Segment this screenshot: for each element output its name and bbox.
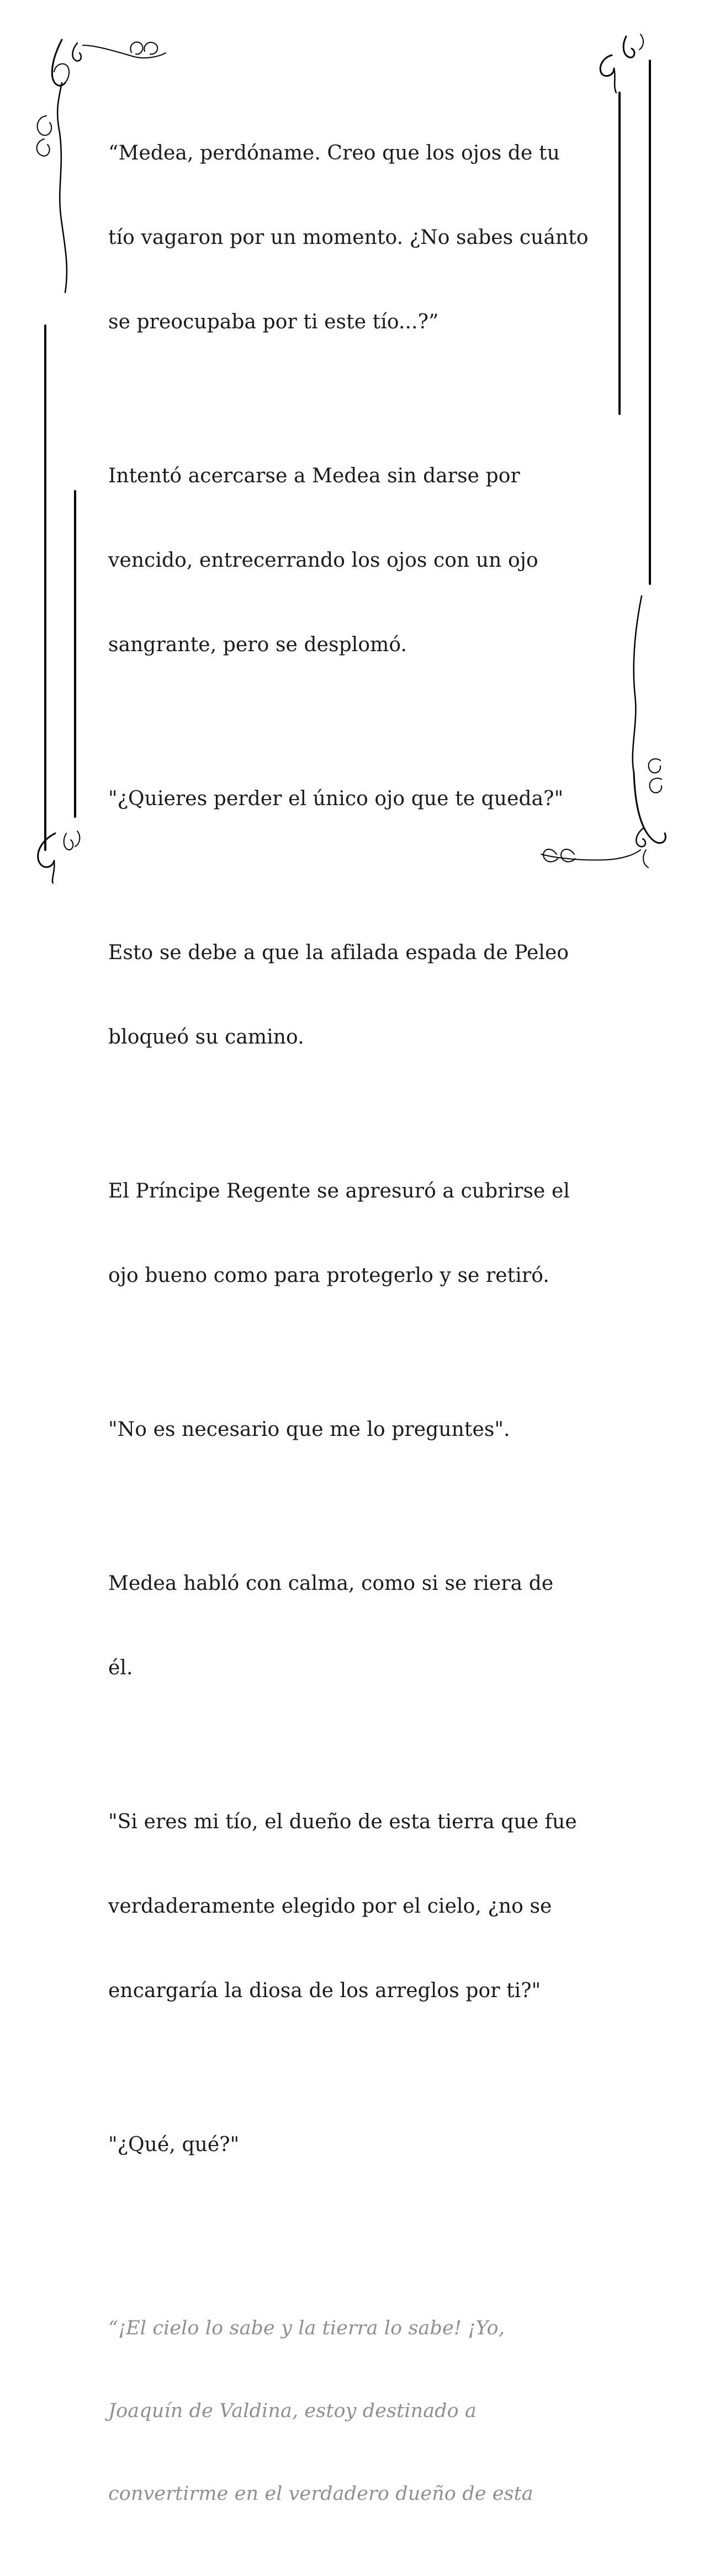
- text-line: sangrante, pero se desplomó.: [108, 634, 407, 656]
- text-line: “Medea, perdóname. Creo que los ojos de tu: [108, 142, 560, 164]
- paragraph-1: [97, 83, 605, 392]
- paragraph-9: [97, 2074, 605, 2215]
- paragraph-5: [97, 1121, 605, 1346]
- paragraph-8: [97, 1752, 605, 2061]
- paragraph-6: [97, 1359, 605, 1500]
- paragraph-2: [97, 406, 605, 715]
- text-line: tío vagaron por un momento. ¿No sabes cuánto: [108, 226, 589, 249]
- paragraph-7: [97, 1513, 605, 1738]
- text-line: "No es necesario que me lo preguntes".: [108, 1418, 510, 1441]
- paragraph-4: [97, 882, 605, 1108]
- text-line: Medea habló con calma, como si se riera de: [108, 1572, 554, 1595]
- text-line: "Si eres mi tío, el dueño de esta tierra que fue: [108, 1811, 577, 1833]
- text-line: bloqueó su camino.: [108, 1026, 304, 1049]
- flourish-top-right-icon: [600, 34, 643, 93]
- text-line: "¿Quieres perder el único ojo que te queda?": [108, 787, 564, 810]
- text-line: encargaría la diosa de los arreglos por ti?": [108, 1979, 541, 2002]
- text-line: verdaderamente elegido por el cielo, ¿no se: [108, 1895, 552, 1918]
- text-line: convertirme en el verdadero dueño de esta: [108, 2483, 533, 2505]
- text-line: se preocupaba por ti este tío...?”: [108, 311, 439, 333]
- text-line: él.: [108, 1657, 133, 1679]
- text-line: Esto se debe a que la afilada espada de Peleo: [108, 941, 569, 964]
- page-text: [97, 83, 605, 2576]
- text-line: ojo bueno como para protegerlo y se retiró.: [108, 1264, 549, 1287]
- text-line: “¡El cielo lo sabe y la tierra lo sabe! ¡Yo,: [108, 2317, 505, 2339]
- text-line: Joaquín de Valdina, estoy destinado a: [108, 2400, 477, 2422]
- paragraph-10-italic: [97, 2259, 605, 2563]
- flourish-bottom-left-icon: [38, 831, 80, 883]
- text-line: Intentó acercarse a Medea sin darse por: [108, 465, 520, 487]
- text-line: "¿Qué, qué?": [108, 2133, 240, 2156]
- paragraph-3: [97, 728, 605, 869]
- text-line: vencido, entrecerrando los ojos con un ojo: [108, 549, 538, 572]
- text-line: El Príncipe Regente se apresuró a cubrirse el: [108, 1180, 570, 1202]
